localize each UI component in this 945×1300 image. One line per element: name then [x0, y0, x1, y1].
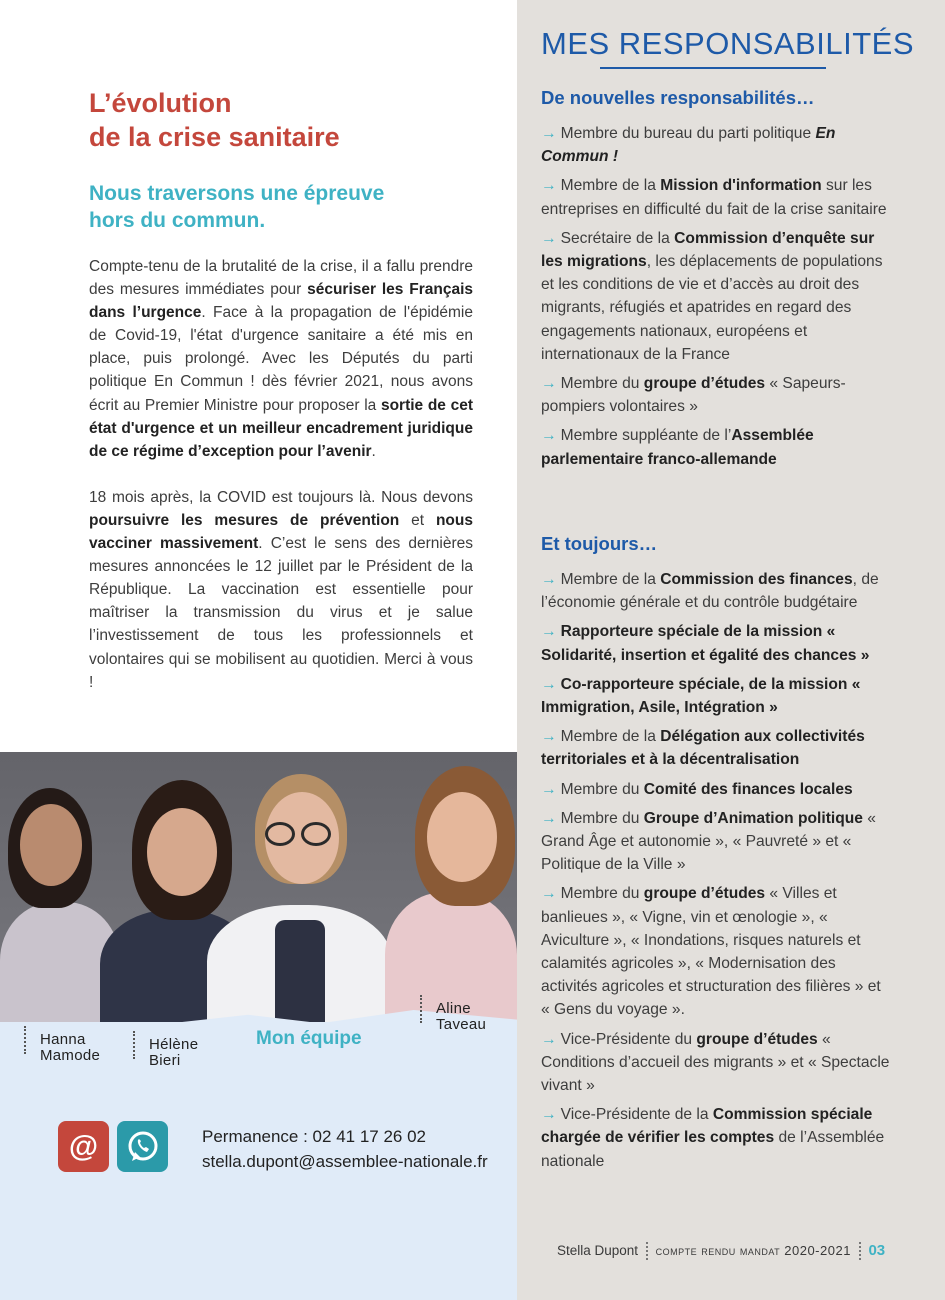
- arrow-icon: →: [541, 427, 557, 445]
- team-member-figure-3: [205, 770, 395, 1027]
- responsibilities-title: MES RESPONSABILITÉS: [541, 26, 914, 61]
- item-text-b1: Commission spéciale chargée de vérifier les comptes: [541, 1106, 873, 1147]
- paragraph-2: [89, 486, 473, 694]
- page-number: 03: [868, 1242, 886, 1259]
- caption-member-3: [418, 1001, 486, 1033]
- item-text-b1: groupe d’études: [696, 1030, 818, 1048]
- at-icon[interactable]: @: [58, 1121, 109, 1172]
- subtitle-line-1: Nous traversons une épreuve: [89, 182, 385, 205]
- page-title: [89, 86, 489, 154]
- item-text-t2: de l’Assemblée nationale: [541, 1129, 885, 1170]
- member-1-last: Mamode: [40, 1047, 101, 1064]
- caption-member-2: [131, 1037, 198, 1069]
- item-text-t2: « Grand Âge et autonomie », « Pauvreté » et « Politique de la Ville »: [541, 809, 876, 874]
- footer-document: compte rendu mandat 2020-2021: [655, 1243, 851, 1258]
- item-text-t1: Membre du: [560, 809, 644, 827]
- team-label: Mon équipe: [256, 1028, 362, 1049]
- list-item: [541, 1028, 891, 1098]
- item-text-t1: Membre suppléante de l’: [560, 427, 732, 445]
- member-3-first: Aline: [436, 1000, 471, 1017]
- page-footer: [557, 1242, 885, 1260]
- item-text-t1: Membre du: [560, 375, 644, 393]
- title-underline: [600, 67, 826, 69]
- item-text-t2: « Conditions d’accueil des migrants » et « Spectacle vivant »: [541, 1030, 890, 1095]
- p2-text-2: et: [399, 511, 436, 529]
- title-line-2: de la crise sanitaire: [89, 122, 340, 152]
- item-text-b1: Commission d’enquête sur les migrations: [541, 229, 875, 271]
- item-text-t1: Membre de la: [560, 571, 661, 588]
- list-item: [541, 778, 891, 801]
- item-text-t2: sur les entreprises en difficulté du fait de la crise sanitaire: [541, 177, 887, 218]
- arrow-icon: →: [541, 1030, 557, 1048]
- footer-author: Stella Dupont: [557, 1243, 639, 1258]
- arrow-icon: →: [541, 571, 557, 588]
- list-item: [541, 620, 891, 666]
- list-item: [541, 372, 891, 418]
- footer-separator: [646, 1242, 648, 1260]
- subtitle: [89, 180, 489, 234]
- list-new-responsibilities: [541, 122, 891, 477]
- member-2-first: Hélène: [149, 1036, 199, 1053]
- arrow-icon: →: [541, 229, 557, 247]
- item-text-t2: « Villes et banlieues », « Vigne, vin et œnologie », « Aviculture », « Inondations, risques naturels et calamités agricoles », « Modernisation des activités agricoles et structuration des filières » et « Gens du voyage ».: [541, 885, 881, 1019]
- phone-line[interactable]: Permanence : 02 41 17 26 02: [202, 1127, 426, 1146]
- title-line-1: L’évolution: [89, 88, 232, 118]
- p2-text-1: 18 mois après, la COVID est toujours là. Nous devons: [89, 488, 473, 506]
- arrow-icon: →: [541, 623, 557, 641]
- member-1-first: Hanna: [40, 1031, 86, 1048]
- item-text-b1: Assemblée parlementaire franco-allemande: [541, 427, 814, 468]
- whatsapp-icon[interactable]: [117, 1121, 168, 1172]
- item-text-t1: Secrétaire de la: [560, 229, 675, 247]
- list-item: [541, 227, 891, 366]
- arrow-icon: →: [541, 780, 557, 798]
- item-text-i1: En Commun !: [541, 125, 836, 166]
- arrow-icon: →: [541, 728, 557, 746]
- arrow-icon: →: [541, 375, 557, 393]
- email-link[interactable]: stella.dupont@assemblee-nationale.fr: [202, 1152, 488, 1171]
- item-text-b1: Commission des finances: [660, 571, 853, 588]
- item-text-b1: Rapporteure spéciale de la mission « Solidarité, insertion et égalité des chances »: [541, 623, 870, 664]
- arrow-icon: →: [541, 675, 557, 693]
- item-text-t2: , de l’économie générale et du contrôle budgétaire: [541, 571, 879, 612]
- item-text-b1: Mission d'information: [660, 177, 822, 195]
- list-item: [541, 807, 891, 877]
- p1-bold-2: sortie de cet état d'urgence et un meilleur encadrement juridique de ce régime d’exception pour l’avenir: [89, 396, 473, 460]
- caption-member-1: [22, 1032, 100, 1064]
- p1-text-3: .: [371, 442, 376, 460]
- item-text-b1: groupe d’études: [643, 885, 766, 903]
- list-item: [541, 174, 891, 220]
- p2-bold-1: poursuivre les mesures de prévention: [89, 511, 400, 529]
- section-heading-new: De nouvelles responsabilités…: [541, 87, 815, 108]
- item-text-t1: Membre de la: [560, 728, 661, 746]
- p2-bold-2: nous vacciner massivement: [89, 511, 473, 553]
- arrow-icon: →: [541, 809, 557, 827]
- list-item: [541, 1103, 891, 1173]
- list-item: [541, 882, 891, 1021]
- item-text-t1: Membre du: [560, 780, 644, 798]
- item-text-b1: Co-rapporteure spéciale, de la mission « Immigration, Asile, Intégration »: [541, 675, 861, 717]
- section-heading-always: Et toujours…: [541, 533, 658, 554]
- list-item: [541, 725, 891, 771]
- p1-bold-1: sécuriser les Français dans l’urgence: [89, 281, 474, 322]
- team-photo: [0, 752, 517, 1027]
- item-text-b1: Groupe d’Animation politique: [643, 809, 863, 827]
- p1-text-2: . Face à la propagation de l'épidémie de Covid-19, l'état d'urgence sanitaire a été mis en place, puis prolongé. Avec les Députés du parti politique En Commun ! dès février 2021, nous avons écrit au Premier Ministre pour proposer la: [89, 304, 473, 414]
- item-text-t1: Vice-Présidente de la: [560, 1106, 713, 1124]
- contact-info: [202, 1124, 488, 1174]
- list-item: [541, 424, 891, 470]
- item-text-t1: Membre de la: [560, 177, 661, 195]
- whatsapp-glyph: [124, 1128, 162, 1166]
- team-member-figure-4: [385, 762, 517, 1027]
- item-text-t2: , les déplacements de populations et les conditions de vie et d’accès au droit des migrants, réfugiés et apatrides en regard des engagements nationaux, européens et internationaux de la France: [541, 253, 883, 363]
- p1-text-1: Compte-tenu de la brutalité de la crise, il a fallu prendre des mesures immédiates pour: [89, 258, 473, 299]
- paragraph-1: [89, 255, 473, 463]
- item-text-t1: Membre du bureau du parti politique: [560, 125, 816, 142]
- list-ongoing-responsibilities: [541, 568, 891, 1179]
- arrow-icon: →: [541, 125, 557, 142]
- right-column: [517, 0, 945, 1300]
- item-text-b1: groupe d’études: [643, 375, 766, 393]
- arrow-icon: →: [541, 1106, 557, 1124]
- arrow-icon: →: [541, 177, 557, 195]
- footer-separator: [859, 1242, 861, 1260]
- body-text: [89, 255, 473, 717]
- item-text-t1: Vice-Présidente du: [560, 1030, 697, 1048]
- list-item: [541, 122, 891, 168]
- arrow-icon: →: [541, 885, 557, 903]
- item-text-b1: Délégation aux collectivités territoriales et à la décentralisation: [541, 728, 865, 769]
- member-2-last: Bieri: [149, 1052, 181, 1069]
- item-text-t2: « Sapeurs-pompiers volontaires »: [541, 375, 846, 416]
- member-3-last: Taveau: [436, 1016, 487, 1033]
- list-item: [541, 568, 891, 614]
- list-item: [541, 673, 891, 719]
- item-text-t1: Membre du: [560, 885, 644, 903]
- p2-text-3: . C’est le sens des dernières mesures annoncées le 12 juillet par le Président de la République. La vaccination est essentielle pour maîtriser la transmission du virus et je salue l’investissement de tous les professionnels et volontaires qui se mobilisent au quotidien. Merci à vous !: [89, 535, 474, 691]
- item-text-b1: Comité des finances locales: [643, 780, 853, 798]
- subtitle-line-2: hors du commun.: [89, 209, 266, 232]
